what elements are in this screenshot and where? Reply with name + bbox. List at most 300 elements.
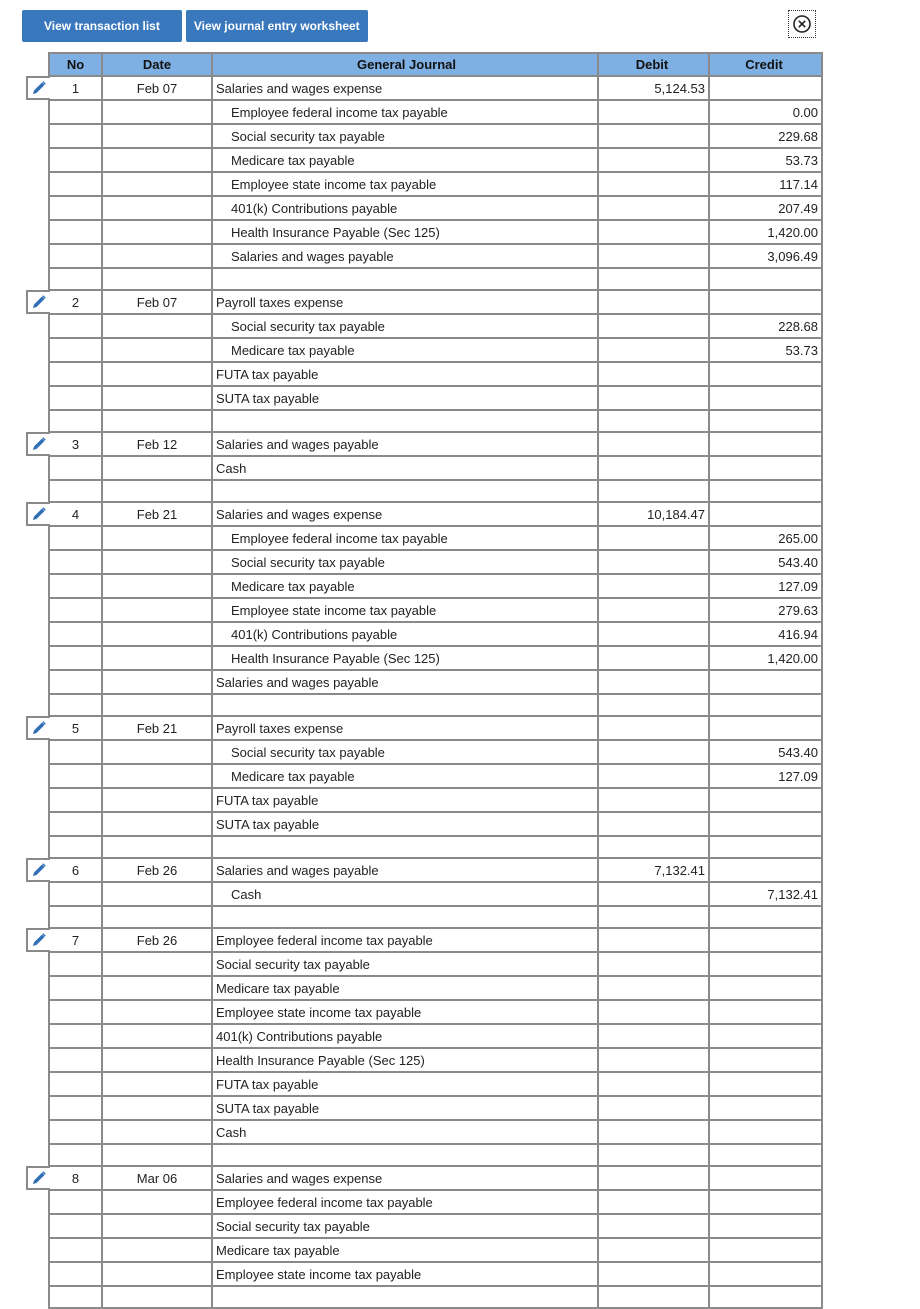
entry-no-cell[interactable] — [49, 812, 102, 836]
account-cell[interactable]: SUTA tax payable — [212, 812, 598, 836]
debit-cell[interactable] — [598, 314, 709, 338]
edit-entry-button[interactable] — [26, 928, 50, 952]
credit-cell[interactable] — [709, 290, 822, 314]
entry-no-cell[interactable] — [49, 456, 102, 480]
empty-cell[interactable] — [49, 1286, 102, 1308]
entry-date-cell[interactable] — [102, 550, 212, 574]
empty-cell[interactable] — [102, 480, 212, 502]
account-cell[interactable]: Salaries and wages payable — [212, 432, 598, 456]
view-transaction-list-button[interactable]: View transaction list — [22, 10, 182, 42]
empty-cell[interactable] — [598, 1144, 709, 1166]
credit-cell[interactable] — [709, 716, 822, 740]
table-row — [49, 100, 822, 124]
empty-cell[interactable] — [212, 410, 598, 432]
account-cell[interactable]: FUTA tax payable — [212, 362, 598, 386]
credit-cell[interactable]: 207.49 — [709, 196, 822, 220]
entry-no-cell[interactable]: 2 — [49, 290, 102, 314]
entry-no-cell[interactable]: 8 — [49, 1166, 102, 1190]
debit-cell[interactable] — [598, 172, 709, 196]
entry-date-cell[interactable] — [102, 622, 212, 646]
empty-cell[interactable] — [102, 836, 212, 858]
entry-date-cell[interactable] — [102, 526, 212, 550]
account-cell[interactable]: Salaries and wages payable — [212, 244, 598, 268]
debit-cell[interactable] — [598, 1120, 709, 1144]
entry-no-cell[interactable] — [49, 526, 102, 550]
account-cell[interactable]: Medicare tax payable — [212, 574, 598, 598]
account-cell[interactable]: SUTA tax payable — [212, 386, 598, 410]
credit-cell[interactable] — [709, 1120, 822, 1144]
table-row — [49, 1166, 822, 1190]
debit-cell[interactable] — [598, 526, 709, 550]
credit-cell[interactable]: 127.09 — [709, 764, 822, 788]
empty-cell[interactable] — [102, 1286, 212, 1308]
debit-cell[interactable] — [598, 976, 709, 1000]
entry-date-cell[interactable] — [102, 1238, 212, 1262]
entry-no-cell[interactable] — [49, 788, 102, 812]
close-button[interactable] — [788, 10, 816, 38]
entry-no-cell[interactable] — [49, 574, 102, 598]
table-row — [49, 410, 822, 432]
entry-date-cell[interactable] — [102, 1214, 212, 1238]
credit-cell[interactable] — [709, 1024, 822, 1048]
entry-date-cell[interactable] — [102, 148, 212, 172]
debit-cell[interactable] — [598, 386, 709, 410]
credit-cell[interactable]: 7,132.41 — [709, 882, 822, 906]
account-cell[interactable]: Health Insurance Payable (Sec 125) — [212, 1048, 598, 1072]
empty-cell[interactable] — [212, 836, 598, 858]
empty-cell[interactable] — [49, 1144, 102, 1166]
table-row — [49, 716, 822, 740]
debit-cell[interactable] — [598, 290, 709, 314]
account-cell[interactable]: Payroll taxes expense — [212, 716, 598, 740]
entry-date-cell[interactable] — [102, 456, 212, 480]
debit-cell[interactable] — [598, 1096, 709, 1120]
table-row — [49, 124, 822, 148]
table-row — [49, 480, 822, 502]
account-cell[interactable]: Employee federal income tax payable — [212, 928, 598, 952]
entry-date-cell[interactable] — [102, 740, 212, 764]
entry-no-cell[interactable]: 5 — [49, 716, 102, 740]
table-row — [49, 836, 822, 858]
edit-entry-button[interactable] — [26, 716, 50, 740]
table-row — [49, 928, 822, 952]
account-cell[interactable]: Employee federal income tax payable — [212, 1190, 598, 1214]
account-cell[interactable]: Medicare tax payable — [212, 1238, 598, 1262]
entry-no-cell[interactable] — [49, 1190, 102, 1214]
debit-cell[interactable] — [598, 1024, 709, 1048]
debit-cell[interactable] — [598, 622, 709, 646]
credit-cell[interactable]: 1,420.00 — [709, 220, 822, 244]
empty-cell[interactable] — [598, 1286, 709, 1308]
entry-no-cell[interactable] — [49, 622, 102, 646]
table-row — [49, 882, 822, 906]
entry-no-cell[interactable] — [49, 386, 102, 410]
general-journal-table — [48, 52, 823, 1309]
pencil-icon — [31, 932, 47, 948]
debit-cell[interactable] — [598, 456, 709, 480]
debit-cell[interactable] — [598, 362, 709, 386]
account-cell[interactable]: Salaries and wages expense — [212, 1166, 598, 1190]
debit-cell[interactable] — [598, 764, 709, 788]
empty-cell[interactable] — [212, 1286, 598, 1308]
credit-cell[interactable] — [709, 812, 822, 836]
entry-no-cell[interactable] — [49, 244, 102, 268]
entry-date-cell[interactable] — [102, 1024, 212, 1048]
entry-date-cell[interactable] — [102, 812, 212, 836]
entry-no-cell[interactable] — [49, 1262, 102, 1286]
credit-cell[interactable]: 228.68 — [709, 314, 822, 338]
credit-cell[interactable]: 117.14 — [709, 172, 822, 196]
credit-cell[interactable] — [709, 976, 822, 1000]
account-cell[interactable]: 401(k) Contributions payable — [212, 622, 598, 646]
credit-cell[interactable] — [709, 362, 822, 386]
entry-no-cell[interactable] — [49, 196, 102, 220]
credit-cell[interactable] — [709, 858, 822, 882]
account-cell[interactable]: Health Insurance Payable (Sec 125) — [212, 646, 598, 670]
entry-no-cell[interactable] — [49, 362, 102, 386]
debit-cell[interactable]: 10,184.47 — [598, 502, 709, 526]
debit-cell[interactable] — [598, 1072, 709, 1096]
credit-cell[interactable]: 0.00 — [709, 100, 822, 124]
entry-no-cell[interactable] — [49, 550, 102, 574]
entry-no-cell[interactable] — [49, 314, 102, 338]
empty-cell[interactable] — [102, 268, 212, 290]
edit-entry-button[interactable] — [26, 432, 50, 456]
empty-cell[interactable] — [102, 1144, 212, 1166]
entry-no-cell[interactable] — [49, 124, 102, 148]
debit-cell[interactable] — [598, 952, 709, 976]
account-cell[interactable]: Salaries and wages expense — [212, 502, 598, 526]
account-cell[interactable]: Salaries and wages expense — [212, 76, 598, 100]
entry-date-cell[interactable] — [102, 574, 212, 598]
account-cell[interactable]: Employee federal income tax payable — [212, 100, 598, 124]
debit-cell[interactable] — [598, 716, 709, 740]
entry-no-cell[interactable] — [49, 952, 102, 976]
debit-cell[interactable] — [598, 338, 709, 362]
table-row — [49, 290, 822, 314]
entry-date-cell[interactable] — [102, 1000, 212, 1024]
credit-cell[interactable] — [709, 1000, 822, 1024]
edit-entry-button[interactable] — [26, 290, 50, 314]
edit-entry-button[interactable] — [26, 502, 50, 526]
credit-cell[interactable] — [709, 1214, 822, 1238]
empty-cell[interactable] — [709, 836, 822, 858]
entry-no-cell[interactable] — [49, 1096, 102, 1120]
entry-date-cell[interactable] — [102, 220, 212, 244]
debit-cell[interactable] — [598, 646, 709, 670]
account-cell[interactable]: Health Insurance Payable (Sec 125) — [212, 220, 598, 244]
entry-date-cell[interactable] — [102, 1190, 212, 1214]
empty-cell[interactable] — [49, 268, 102, 290]
debit-cell[interactable] — [598, 574, 709, 598]
account-cell[interactable]: Social security tax payable — [212, 1214, 598, 1238]
debit-cell[interactable]: 5,124.53 — [598, 76, 709, 100]
account-cell[interactable]: Payroll taxes expense — [212, 290, 598, 314]
entry-no-cell[interactable] — [49, 172, 102, 196]
account-cell[interactable]: Social security tax payable — [212, 314, 598, 338]
account-cell[interactable]: Cash — [212, 1120, 598, 1144]
credit-cell[interactable]: 53.73 — [709, 338, 822, 362]
debit-cell[interactable] — [598, 1190, 709, 1214]
table-row — [49, 740, 822, 764]
credit-cell[interactable] — [709, 952, 822, 976]
entry-date-cell[interactable] — [102, 1072, 212, 1096]
account-cell[interactable]: Employee state income tax payable — [212, 1000, 598, 1024]
entry-no-cell[interactable] — [49, 1120, 102, 1144]
empty-cell[interactable] — [709, 410, 822, 432]
entry-date-cell[interactable] — [102, 1096, 212, 1120]
debit-cell[interactable] — [598, 1262, 709, 1286]
empty-cell[interactable] — [709, 268, 822, 290]
entry-date-cell[interactable] — [102, 670, 212, 694]
entry-no-cell[interactable]: 4 — [49, 502, 102, 526]
col-header-debit: Debit — [598, 53, 709, 76]
empty-cell[interactable] — [709, 1144, 822, 1166]
table-row — [49, 670, 822, 694]
edit-entry-button[interactable] — [26, 76, 50, 100]
account-cell[interactable]: Social security tax payable — [212, 740, 598, 764]
entry-no-cell[interactable] — [49, 1214, 102, 1238]
account-cell[interactable]: SUTA tax payable — [212, 1096, 598, 1120]
empty-cell[interactable] — [598, 480, 709, 502]
entry-no-cell[interactable] — [49, 338, 102, 362]
entry-no-cell[interactable] — [49, 598, 102, 622]
credit-cell[interactable] — [709, 788, 822, 812]
table-row — [49, 268, 822, 290]
entry-date-cell[interactable] — [102, 646, 212, 670]
entry-no-cell[interactable] — [49, 1000, 102, 1024]
entry-no-cell[interactable] — [49, 220, 102, 244]
account-cell[interactable]: Medicare tax payable — [212, 338, 598, 362]
credit-cell[interactable] — [709, 1072, 822, 1096]
credit-cell[interactable] — [709, 76, 822, 100]
debit-cell[interactable] — [598, 670, 709, 694]
credit-cell[interactable] — [709, 386, 822, 410]
credit-cell[interactable]: 229.68 — [709, 124, 822, 148]
entry-no-cell[interactable] — [49, 1048, 102, 1072]
debit-cell[interactable] — [598, 1214, 709, 1238]
credit-cell[interactable]: 416.94 — [709, 622, 822, 646]
debit-cell[interactable] — [598, 550, 709, 574]
table-row — [49, 1120, 822, 1144]
debit-cell[interactable] — [598, 740, 709, 764]
credit-cell[interactable]: 1,420.00 — [709, 646, 822, 670]
entry-date-cell[interactable] — [102, 362, 212, 386]
debit-cell[interactable] — [598, 1166, 709, 1190]
empty-cell[interactable] — [212, 694, 598, 716]
entry-date-cell[interactable] — [102, 244, 212, 268]
credit-cell[interactable] — [709, 1190, 822, 1214]
entry-date-cell[interactable] — [102, 386, 212, 410]
credit-cell[interactable]: 543.40 — [709, 740, 822, 764]
account-cell[interactable]: Social security tax payable — [212, 952, 598, 976]
empty-cell[interactable] — [598, 268, 709, 290]
account-cell[interactable]: FUTA tax payable — [212, 1072, 598, 1096]
account-cell[interactable]: Medicare tax payable — [212, 148, 598, 172]
entry-no-cell[interactable] — [49, 148, 102, 172]
debit-cell[interactable] — [598, 788, 709, 812]
account-cell[interactable]: Cash — [212, 882, 598, 906]
empty-cell[interactable] — [598, 906, 709, 928]
empty-cell[interactable] — [49, 410, 102, 432]
account-cell[interactable]: Employee state income tax payable — [212, 598, 598, 622]
edit-entry-button[interactable] — [26, 858, 50, 882]
account-cell[interactable]: Social security tax payable — [212, 124, 598, 148]
table-row — [49, 1214, 822, 1238]
account-cell[interactable]: Medicare tax payable — [212, 976, 598, 1000]
entry-date-cell[interactable] — [102, 100, 212, 124]
entry-no-cell[interactable] — [49, 1024, 102, 1048]
debit-cell[interactable] — [598, 244, 709, 268]
account-cell[interactable]: Employee state income tax payable — [212, 172, 598, 196]
view-journal-entry-worksheet-button[interactable]: View journal entry worksheet — [186, 10, 368, 42]
credit-cell[interactable] — [709, 456, 822, 480]
account-cell[interactable]: Employee state income tax payable — [212, 1262, 598, 1286]
entry-date-cell[interactable]: Feb 07 — [102, 290, 212, 314]
empty-cell[interactable] — [49, 480, 102, 502]
entry-no-cell[interactable]: 3 — [49, 432, 102, 456]
account-cell[interactable]: Salaries and wages payable — [212, 858, 598, 882]
credit-cell[interactable]: 265.00 — [709, 526, 822, 550]
credit-cell[interactable]: 127.09 — [709, 574, 822, 598]
entry-no-cell[interactable] — [49, 646, 102, 670]
credit-cell[interactable]: 53.73 — [709, 148, 822, 172]
empty-cell[interactable] — [49, 906, 102, 928]
entry-date-cell[interactable] — [102, 1120, 212, 1144]
debit-cell[interactable] — [598, 598, 709, 622]
entry-no-cell[interactable] — [49, 764, 102, 788]
credit-cell[interactable] — [709, 1048, 822, 1072]
table-row — [49, 314, 822, 338]
table-row — [49, 764, 822, 788]
empty-cell[interactable] — [49, 836, 102, 858]
table-row — [49, 502, 822, 526]
entry-date-cell[interactable] — [102, 764, 212, 788]
debit-cell[interactable] — [598, 196, 709, 220]
empty-cell[interactable] — [212, 480, 598, 502]
entry-date-cell[interactable]: Mar 06 — [102, 1166, 212, 1190]
empty-cell[interactable] — [598, 836, 709, 858]
credit-cell[interactable] — [709, 1238, 822, 1262]
credit-cell[interactable] — [709, 502, 822, 526]
entry-no-cell[interactable] — [49, 100, 102, 124]
credit-cell[interactable] — [709, 1096, 822, 1120]
entry-no-cell[interactable] — [49, 1238, 102, 1262]
empty-cell[interactable] — [709, 480, 822, 502]
account-cell[interactable]: Cash — [212, 456, 598, 480]
credit-cell[interactable] — [709, 1166, 822, 1190]
entry-date-cell[interactable]: Feb 26 — [102, 858, 212, 882]
empty-cell[interactable] — [49, 694, 102, 716]
credit-cell[interactable]: 3,096.49 — [709, 244, 822, 268]
debit-cell[interactable] — [598, 432, 709, 456]
entry-date-cell[interactable] — [102, 952, 212, 976]
table-row — [49, 1024, 822, 1048]
debit-cell[interactable] — [598, 100, 709, 124]
debit-cell[interactable] — [598, 148, 709, 172]
table-row — [49, 1048, 822, 1072]
entry-date-cell[interactable] — [102, 976, 212, 1000]
entry-date-cell[interactable] — [102, 196, 212, 220]
empty-cell[interactable] — [102, 906, 212, 928]
empty-cell[interactable] — [102, 694, 212, 716]
account-cell[interactable]: Employee federal income tax payable — [212, 526, 598, 550]
edit-entry-button[interactable] — [26, 1166, 50, 1190]
empty-cell[interactable] — [709, 906, 822, 928]
account-cell[interactable]: Medicare tax payable — [212, 764, 598, 788]
empty-cell[interactable] — [598, 694, 709, 716]
credit-cell[interactable]: 279.63 — [709, 598, 822, 622]
entry-date-cell[interactable] — [102, 124, 212, 148]
debit-cell[interactable] — [598, 812, 709, 836]
debit-cell[interactable] — [598, 1238, 709, 1262]
debit-cell[interactable] — [598, 220, 709, 244]
debit-cell[interactable] — [598, 928, 709, 952]
credit-cell[interactable] — [709, 670, 822, 694]
entry-date-cell[interactable] — [102, 314, 212, 338]
entry-date-cell[interactable] — [102, 1262, 212, 1286]
entry-no-cell[interactable]: 1 — [49, 76, 102, 100]
entry-date-cell[interactable]: Feb 12 — [102, 432, 212, 456]
col-header-general-journal: General Journal — [212, 53, 598, 76]
debit-cell[interactable] — [598, 882, 709, 906]
empty-cell[interactable] — [102, 410, 212, 432]
account-cell[interactable]: FUTA tax payable — [212, 788, 598, 812]
entry-date-cell[interactable] — [102, 788, 212, 812]
entry-no-cell[interactable] — [49, 882, 102, 906]
entry-no-cell[interactable] — [49, 670, 102, 694]
account-cell[interactable]: Social security tax payable — [212, 550, 598, 574]
account-cell[interactable]: 401(k) Contributions payable — [212, 1024, 598, 1048]
table-row — [49, 526, 822, 550]
table-row — [49, 1190, 822, 1214]
entry-no-cell[interactable]: 7 — [49, 928, 102, 952]
account-cell[interactable]: 401(k) Contributions payable — [212, 196, 598, 220]
entry-no-cell[interactable]: 6 — [49, 858, 102, 882]
empty-cell[interactable] — [212, 906, 598, 928]
empty-cell[interactable] — [709, 694, 822, 716]
credit-cell[interactable] — [709, 1262, 822, 1286]
entry-date-cell[interactable] — [102, 1048, 212, 1072]
entry-no-cell[interactable] — [49, 1072, 102, 1096]
table-row — [49, 1238, 822, 1262]
table-row — [49, 172, 822, 196]
entry-no-cell[interactable] — [49, 740, 102, 764]
debit-cell[interactable] — [598, 124, 709, 148]
entry-date-cell[interactable]: Feb 21 — [102, 502, 212, 526]
empty-cell[interactable] — [212, 1144, 598, 1166]
debit-cell[interactable] — [598, 1048, 709, 1072]
credit-cell[interactable] — [709, 432, 822, 456]
entry-date-cell[interactable] — [102, 172, 212, 196]
entry-date-cell[interactable] — [102, 598, 212, 622]
empty-cell[interactable] — [709, 1286, 822, 1308]
entry-date-cell[interactable] — [102, 338, 212, 362]
entry-date-cell[interactable] — [102, 882, 212, 906]
debit-cell[interactable] — [598, 1000, 709, 1024]
empty-cell[interactable] — [598, 410, 709, 432]
account-cell[interactable]: Salaries and wages payable — [212, 670, 598, 694]
entry-no-cell[interactable] — [49, 976, 102, 1000]
entry-date-cell[interactable]: Feb 07 — [102, 76, 212, 100]
credit-cell[interactable] — [709, 928, 822, 952]
debit-cell[interactable]: 7,132.41 — [598, 858, 709, 882]
entry-date-cell[interactable]: Feb 21 — [102, 716, 212, 740]
credit-cell[interactable]: 543.40 — [709, 550, 822, 574]
entry-date-cell[interactable]: Feb 26 — [102, 928, 212, 952]
pencil-icon — [31, 436, 47, 452]
empty-cell[interactable] — [212, 268, 598, 290]
